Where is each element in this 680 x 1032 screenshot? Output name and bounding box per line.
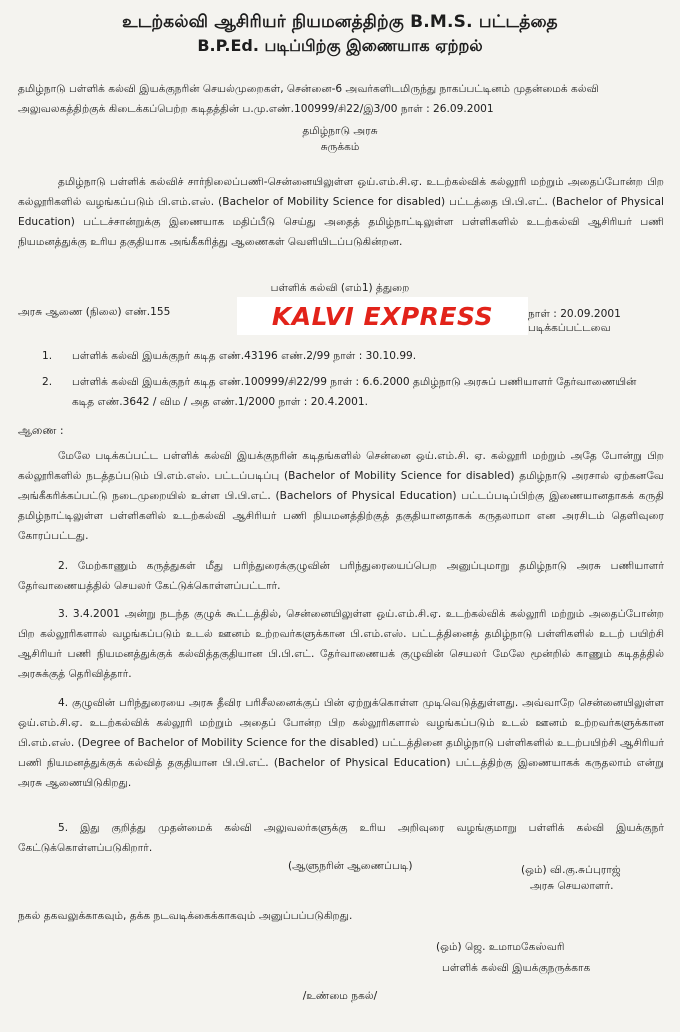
document-title-line1: உடற்கல்வி ஆசிரியர் நியமனத்திற்கு B.M.S. பட்டத்தை xyxy=(122,12,558,32)
order-paragraph-4: 4. குழுவின் பரிந்துரையை அரசு தீவிர பரிசீலனைக்குப் பின் ஏற்றுக்கொள்ள முடிவெடுத்துள்ளது. அவ்வாறே சென்னையிலுள்ள ஒய்.எம்.சி.ஏ. உடற்கல்விக் கல்லூரி மற்றும் அதைப் போன்ற பிற கல்லூரிகளால் வழங்கப்படும் உடல் ஊனம் உற்றவர்களுக்கான பி.எம்.எஸ். (Degree of Bachelor of Mobility Science for the disabled) பட்டத்தினை தமிழ்நாடு பள்ளிகளில் உடற்பயிற்சி ஆசிரியர் பணி நியமனத்துக்குக் கல்வித் தகுதியான பி.பி.எட். (Bachelor of Physical Education) பட்டத்திற்கு இணையாகக் கருதலாம் என்று அரசு ஆணையிடுகிறது. xyxy=(18,697,664,789)
order-paragraph-2: 2. மேற்காணும் கருத்துகள் மீது பரிந்துரைக்குழுவின் பரிந்துரையைப்பெற அனுப்புமாறு தமிழ்நாடு அரசு பணியாளர் தேர்வாணையத்தில் செயலர் கேட்டுக்கொள்ளப்பட்டார். xyxy=(18,560,664,592)
document-title-line2: B.P.Ed. படிப்பிற்கு இணையாக ஏற்றல் xyxy=(197,36,483,55)
order-paragraph-3: 3. 3.4.2001 அன்று நடந்த குழுக் கூட்டத்தில், சென்னையிலுள்ள ஒய்.எம்.சி.ஏ. உடற்கல்விக் கல்லூரி மற்றும் அதைப்போன்ற பிற கல்லூரிகளால் வழங்கப்படும் உடல் ஊனம் உற்றவர்களுக்கான பி.எம்.எஸ். பட்டத்தினைத் தமிழ்நாடு பள்ளிகளில் உடற் பயிற்சி ஆசிரியர் பணி நியமனத்துக்குக் கல்வித்தகுதியான பி.பி.எட். தேர்வாணையக் குழுவின் செயலர் மேலே மூன்றில் காணும் கடிதத்தில் அரசுக்குத் தெரிவித்தார். xyxy=(18,608,664,680)
department-heading: பள்ளிக் கல்வி (எம்1) த்துறை xyxy=(270,282,410,294)
order-paragraph-5: 5. இது குறித்து முதன்மைக் கல்வி அலுவலர்களுக்கு உரிய அறிவுரை வழங்குமாறு பள்ளிக் கல்வி இயக்குநர் கேட்டுக்கொள்ளப்படுகிறார். xyxy=(18,822,664,854)
go-date: நாள் : 20.09.2001 xyxy=(528,308,621,320)
read-label: படிக்கப்பட்டவை xyxy=(528,322,611,334)
watermark-text: KALVI EXPRESS xyxy=(271,301,494,331)
secretary-name: (ஒம்) வி.கு.சுப்புராஜ் xyxy=(521,864,621,876)
reference-text: பள்ளிக் கல்வி இயக்குநர் கடித எண்.43196 எண்.2/99 நாள் : 30.10.99. xyxy=(72,350,417,362)
order-paragraph-1: மேலே படிக்கப்பட்ட பள்ளிக் கல்வி இயக்குநரின் கடிதங்களில் சென்னை ஒய்.எம்.சி. ஏ. கல்லூரி மற்றும் அதே போன்று பிற கல்லூரிகளில் நடத்தப்படும் பி.எம்.எஸ். பட்டப்படிப்பு (Bachelor of Mobility Science for disabled) தமிழ்நாடு அரசால் ஏற்கனவே அங்கீகரிக்கப்பட்டு நடைமுறையில் உள்ள பி.பி.எட். (Bachelors of Physical Education) பட்டப்படிப்பிற்கு இணையானதாகக் கருதி தமிழ்நாட்டிலுள்ள பள்ளிகளில் உடற்கல்வி ஆசிரியர் பணி நியமனத்திற்குத் தகுதியானதாகக் கருதலாமா என அரசிடம் தெளிவுரை கோரப்பட்டது. xyxy=(18,450,664,542)
order-label: ஆணை : xyxy=(18,424,64,437)
director-signatory-title: பள்ளிக் கல்வி இயக்குநருக்காக xyxy=(442,962,591,974)
reference-number: 1. xyxy=(42,350,53,362)
copy-forwarded-note: நகல் தகவலுக்காகவும், தக்க நடவடிக்கைக்காகவும் அனுப்பப்படுகிறது. xyxy=(18,910,353,922)
summary-paragraph: தமிழ்நாடு பள்ளிக் கல்விச் சார்நிலைப்பணி-சென்னையிலுள்ள ஒய்.எம்.சி.ஏ. உடற்கல்விக் கல்லூரி மற்றும் அதைப்போன்ற பிற கல்லூரிகளில் வழங்கப்படும் பி.எம்.எஸ். (Bachelor of Mobility Science for disabled) பட்டத்தை பி.பி.எட். (Bachelor of Physical Education) பட்டச்சான்றுக்கு இணையாக மதிப்பீடு செய்து அதைத் தமிழ்நாட்டிலுள்ள பள்ளிகளில் உடற்கல்வி ஆசிரியர் பணி நியமனத்துக்கு உரிய தகுதியாக அங்கீகரித்து ஆணைகள் வெளியிடப்படுகின்றன. xyxy=(18,176,664,248)
reference-item xyxy=(42,372,662,412)
director-signatory-name: (ஒம்) ஜெ. உமாமகேஸ்வரி xyxy=(436,941,565,953)
reference-number: 2. xyxy=(42,376,53,388)
go-number: அரசு ஆணை (நிலை) எண்.155 xyxy=(18,306,171,318)
by-order-of-governor: (ஆளுநரின் ஆணைப்படி) xyxy=(288,860,413,872)
secretary-title: அரசு செயலாளர். xyxy=(530,880,614,892)
abstract-heading: சுருக்கம் xyxy=(320,141,360,153)
intro-paragraph: தமிழ்நாடு பள்ளிக் கல்வி இயக்குநரின் செயல்முறைகள், சென்னை-6 அவர்களிடமிருந்து நாகப்பட்டினம் முதன்மைக் கல்வி அலுவலகத்திற்குக் கிடைக்கப்பெற்ற கடிதத்தின் ப.மு.எண்.100999/சி22/இ3/00 நாள் : 26.09.2001 xyxy=(18,83,599,115)
reference-item xyxy=(42,346,662,366)
reference-text: பள்ளிக் கல்வி இயக்குநர் கடித எண்.100999/சி22/99 நாள் : 6.6.2000 தமிழ்நாடு அரசுப் பணியாளர் தேர்வாணையின் கடித எண்.3642 / விம / அத எண்.1/2000 நாள் : 20.4.2001. xyxy=(72,376,637,408)
true-copy-label: /உண்மை நகல்/ xyxy=(302,990,378,1002)
watermark-banner xyxy=(237,297,528,335)
government-heading: தமிழ்நாடு அரசு xyxy=(302,125,378,137)
